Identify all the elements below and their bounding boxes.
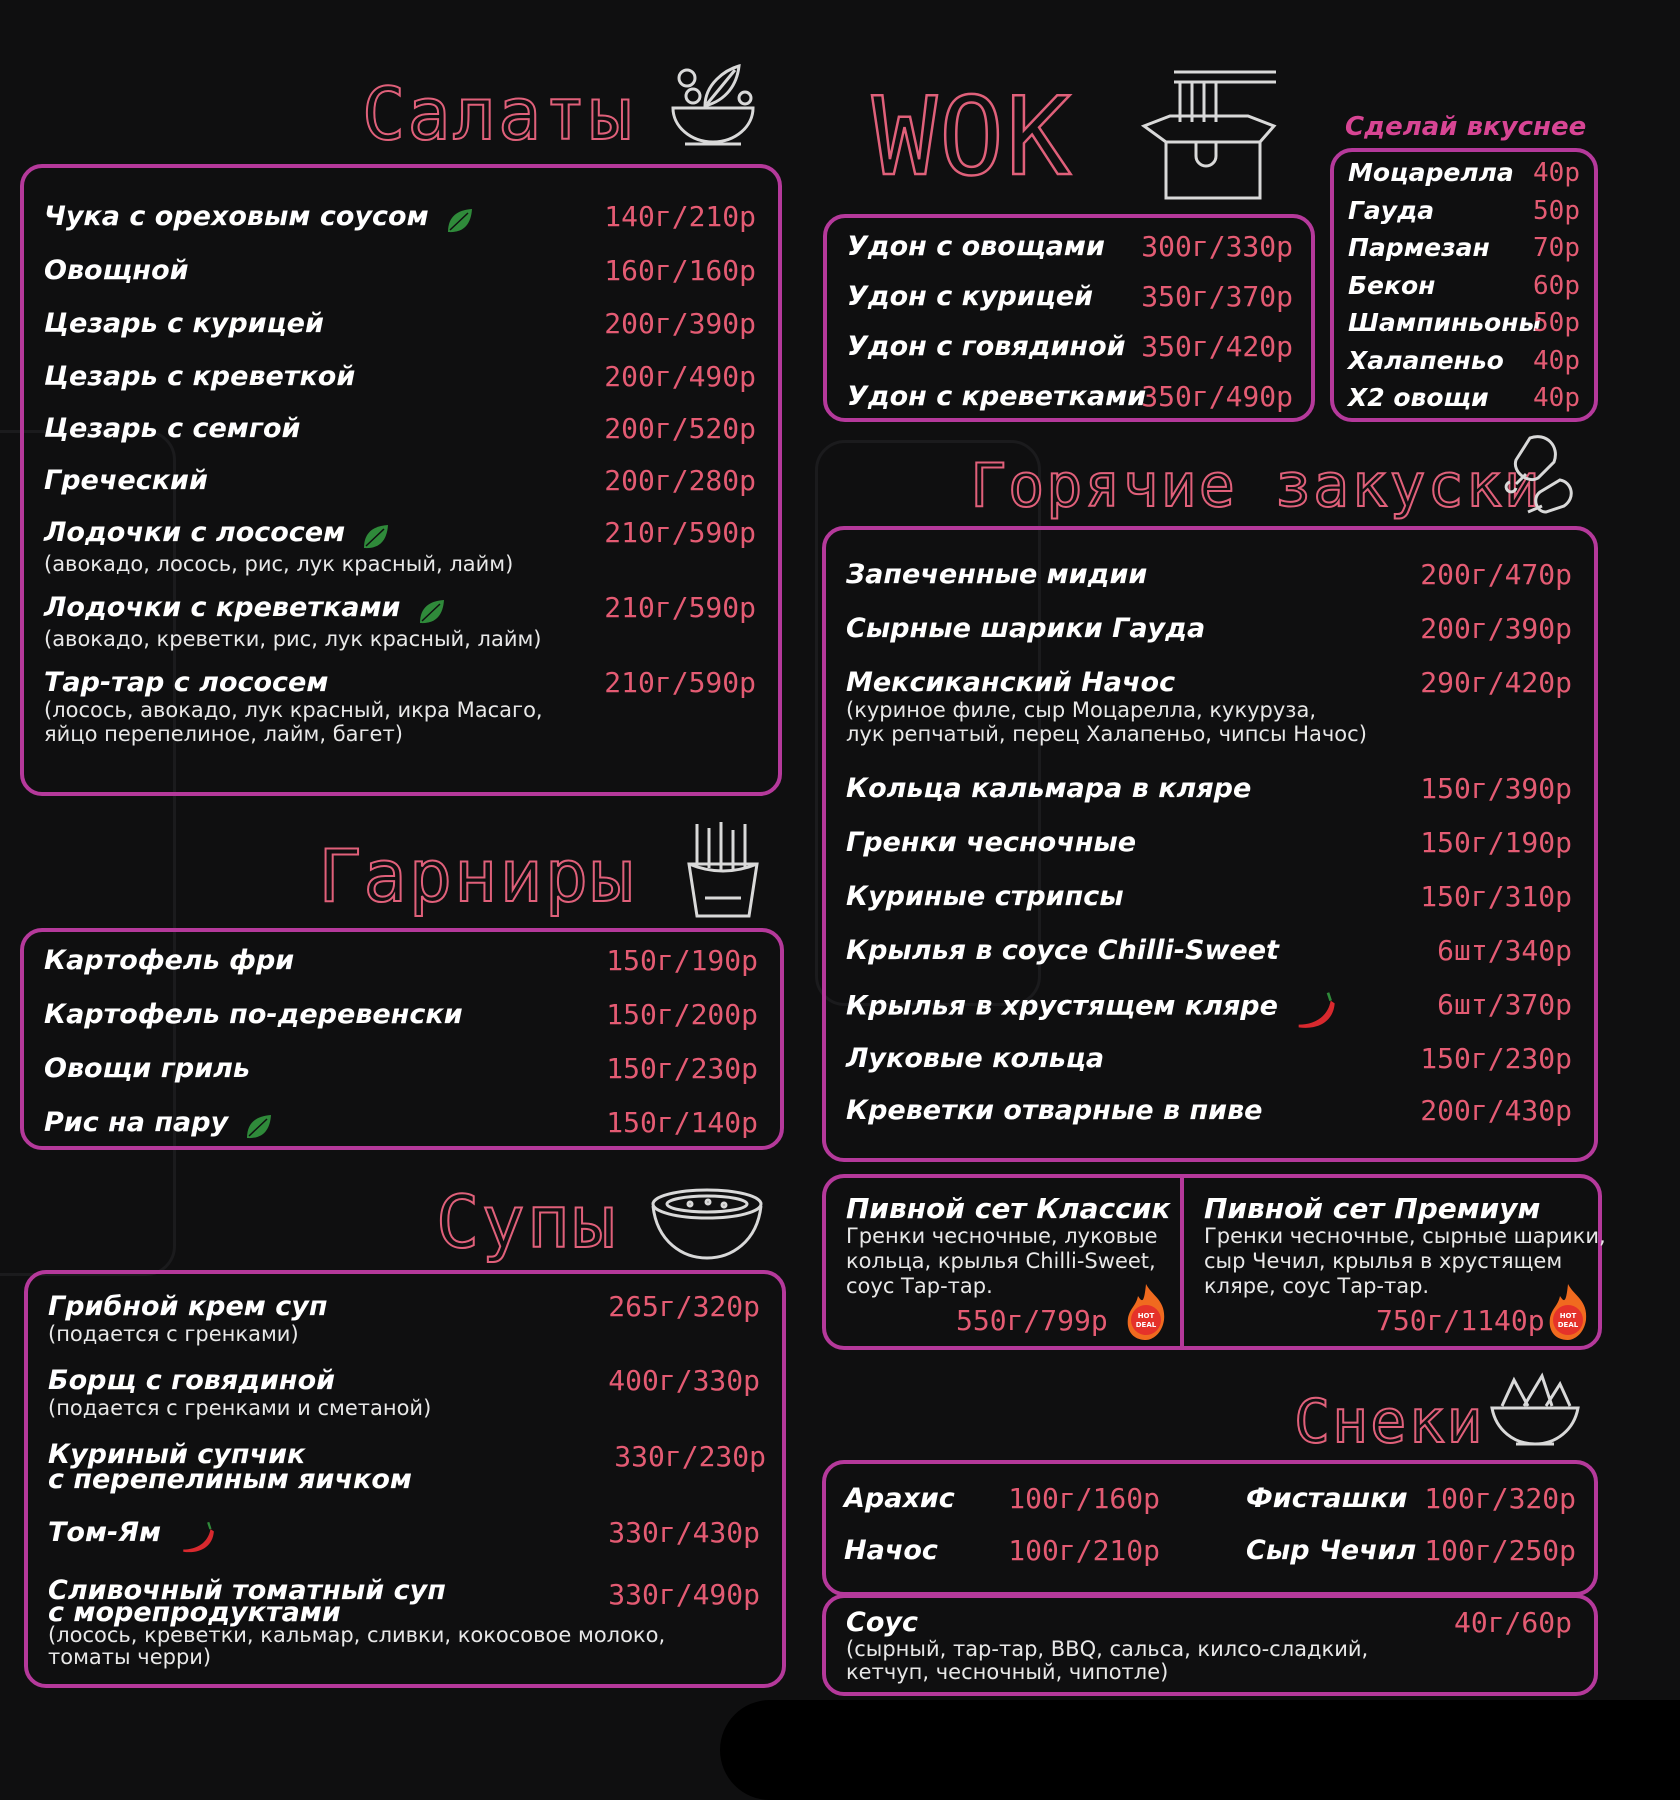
menu-item (846, 1608, 1572, 1684)
svg-text:HOT: HOT (1137, 1312, 1155, 1320)
item-price: 140г/210р (604, 200, 756, 233)
item-price: 150г/190р (1420, 826, 1572, 859)
item-name: Удон с креветками (847, 381, 1147, 412)
menu-item (846, 668, 1572, 746)
addons-box (1330, 148, 1598, 422)
addon-name: X2 овощи (1348, 383, 1489, 412)
addon-price: 40р (1533, 383, 1580, 413)
item-price: 200г/430р (1420, 1094, 1572, 1127)
menu-item (1246, 1536, 1576, 1568)
chili-pepper-icon (176, 1520, 220, 1554)
item-description: (подается с гренками) (48, 1322, 299, 1346)
item-name: Сыр Чечил (1246, 1535, 1417, 1566)
redaction-scribble (720, 1700, 1680, 1800)
item-name: Запеченные мидии (846, 559, 1148, 590)
addon-name: Халапеньо (1348, 346, 1504, 375)
vegan-leaf-icon (243, 1112, 273, 1142)
item-price: 150г/190р (606, 944, 758, 977)
wok-box (823, 214, 1315, 422)
item-price: 300г/330р (1141, 230, 1293, 263)
vegan-leaf-icon (360, 522, 390, 552)
item-name: Борщ с говядиной (48, 1365, 336, 1396)
item-price: 200г/490р (604, 360, 756, 393)
item-description: томаты черри) (48, 1645, 212, 1669)
soup-bowl-icon (650, 1182, 764, 1262)
hot-snacks-box (822, 526, 1598, 1162)
item-name: Кольца кальмара в кляре (846, 773, 1252, 804)
set-name: Пивной сет Классик (846, 1192, 1171, 1225)
menu-item (846, 614, 1572, 644)
menu-item (44, 518, 756, 576)
item-description: (подается с гренками и сметаной) (48, 1396, 432, 1420)
item-price: 200г/280р (604, 464, 756, 497)
item-price: 265г/320р (608, 1290, 760, 1323)
svg-text:DEAL: DEAL (1557, 1321, 1579, 1329)
garnish-box (20, 928, 784, 1150)
item-name: Греческий (44, 465, 208, 496)
item-name: Картофель по-деревенски (44, 999, 463, 1030)
item-price: 150г/140р (606, 1106, 758, 1139)
set-description: соус Тар-тар. (846, 1274, 993, 1298)
item-name: Сырные шарики Гауда (846, 613, 1206, 644)
item-name: Грибной крем суп (48, 1291, 328, 1322)
addon-name: Пармезан (1348, 233, 1490, 262)
menu-item (44, 362, 756, 392)
set-description: Гренки чесночные, луковые (846, 1224, 1158, 1248)
menu-item (846, 774, 1572, 804)
beer-set (1204, 1192, 1606, 1299)
vegan-leaf-icon (444, 206, 474, 236)
menu-item (846, 882, 1572, 912)
menu-item (44, 309, 756, 339)
chicken-leg-icon (1490, 430, 1580, 520)
hot-deal-badge-icon (1122, 1282, 1170, 1342)
item-price: 40г/60р (1453, 1606, 1572, 1639)
addon-item (1348, 233, 1580, 269)
item-name: Луковые кольца (846, 1043, 1105, 1074)
item-price: 6шт/340р (1437, 934, 1572, 967)
item-name: Мексиканский Начос (846, 667, 1176, 698)
addon-price: 50р (1533, 196, 1580, 226)
hot-deal-badge-icon (1544, 1282, 1592, 1342)
beer-set-premium-box (1180, 1174, 1606, 1350)
fries-icon (683, 820, 763, 920)
salads-box (20, 164, 782, 796)
menu-item (847, 280, 1293, 313)
item-price: 150г/390р (1420, 772, 1572, 805)
menu-item (844, 1536, 1174, 1568)
menu-item (847, 230, 1293, 263)
garnish-title: Гарниры (318, 834, 636, 918)
set-description: Гренки чесночные, сырные шарики, (1204, 1224, 1606, 1248)
item-price: 200г/520р (604, 412, 756, 445)
set-price: 750г/1140р (1376, 1304, 1545, 1337)
item-name: Лодочки с лососем (44, 517, 346, 548)
item-description: (авокадо, лосось, рис, лук красный, лайм) (44, 551, 514, 576)
item-name: Чука с ореховым соусом (44, 201, 429, 232)
menu-item (44, 256, 756, 286)
menu-item (48, 1518, 760, 1554)
item-price: 100г/160р (1008, 1482, 1160, 1515)
addons-title: Сделай вкуснее (1345, 112, 1587, 142)
vegan-leaf-icon (416, 597, 446, 627)
item-price: 150г/230р (1420, 1042, 1572, 1075)
menu-item (44, 593, 756, 651)
item-price: 400г/330р (608, 1364, 760, 1397)
item-price: 150г/200р (606, 998, 758, 1031)
item-name: Тар-тар с лососем (44, 667, 329, 698)
svg-text:DEAL: DEAL (1135, 1321, 1157, 1329)
item-price: 350г/370р (1141, 280, 1293, 313)
addon-name: Гауда (1348, 196, 1435, 225)
snacks-title: Снеки (1294, 1387, 1485, 1457)
item-price: 210г/590р (604, 516, 756, 549)
item-name: Удон с овощами (847, 231, 1105, 262)
item-name: Креветки отварные в пиве (846, 1095, 1263, 1126)
item-name: Лодочки с креветками (44, 592, 401, 623)
snacks-box (822, 1460, 1598, 1596)
set-description: сыр Чечил, крылья в хрустящем (1204, 1249, 1563, 1273)
hot-snacks-title: Горячие закуски (970, 451, 1542, 521)
menu-item (846, 936, 1572, 966)
addon-price: 40р (1533, 346, 1580, 376)
item-price: 150г/230р (606, 1052, 758, 1085)
item-name: Арахис (844, 1483, 955, 1514)
item-price: 290г/420р (1420, 666, 1572, 699)
item-name: Фисташки (1246, 1483, 1408, 1514)
set-name: Пивной сет Премиум (1204, 1192, 1541, 1225)
menu-item (44, 946, 758, 976)
noodle-box-icon (1140, 66, 1278, 202)
sauce-box (822, 1594, 1598, 1696)
item-name: Рис на пару (44, 1107, 229, 1138)
salad-bowl-icon (665, 56, 760, 151)
item-name: Куриный супчик (48, 1439, 306, 1470)
addon-price: 60р (1533, 271, 1580, 301)
addon-price: 50р (1533, 308, 1580, 338)
item-price: 330г/230р (614, 1440, 766, 1473)
item-name: Сливочный томатный суп (48, 1575, 446, 1606)
item-description: (лосось, авокадо, лук красный, икра Масаго, (44, 698, 543, 722)
menu-item (846, 1044, 1572, 1074)
menu-item (847, 380, 1293, 413)
addon-name: Шампиньоны (1348, 308, 1542, 337)
addon-price: 40р (1533, 158, 1580, 188)
item-price: 6шт/370р (1437, 988, 1572, 1021)
item-name: Том-Ям (48, 1517, 162, 1548)
menu-item (844, 1484, 1174, 1516)
beer-set-classic-box (822, 1174, 1184, 1350)
menu-item (44, 1108, 758, 1142)
item-name: с морепродуктами (48, 1597, 341, 1628)
item-price: 200г/470р (1420, 558, 1572, 591)
menu-item (44, 1000, 758, 1030)
item-name: Овощи гриль (44, 1053, 250, 1084)
addon-item (1348, 271, 1580, 307)
item-price: 100г/320р (1424, 1482, 1576, 1515)
item-price: 350г/420р (1141, 330, 1293, 363)
menu-item (48, 1575, 760, 1669)
menu-item (846, 990, 1572, 1030)
set-description: кольца, крылья Chilli-Sweet, (846, 1249, 1156, 1273)
item-name: Соус (846, 1607, 918, 1638)
menu-item (48, 1292, 760, 1346)
item-price: 200г/390р (1420, 612, 1572, 645)
menu-item (846, 1096, 1572, 1126)
item-description: (сырный, тар-тар, BBQ, сальса, килсо-сладкий, (846, 1637, 1369, 1661)
item-name: Начос (844, 1535, 938, 1566)
item-description: (куриное филе, сыр Моцарелла, кукуруза, (846, 698, 1317, 722)
item-name: Картофель фри (44, 945, 295, 976)
addon-name: Моцарелла (1348, 158, 1514, 187)
item-description: яйцо перепелиное, лайм, багет) (44, 722, 403, 746)
menu-item (846, 828, 1572, 858)
menu-item (44, 414, 756, 444)
item-name: Цезарь с креветкой (44, 361, 356, 392)
item-price: 210г/590р (604, 666, 756, 699)
item-name: Овощной (44, 255, 189, 286)
soups-title: Супы (436, 1180, 618, 1264)
item-description: (лосось, креветки, кальмар, сливки, кокосовое молоко, (48, 1623, 666, 1647)
item-name: Крылья в соусе Chilli-Sweet (846, 935, 1279, 966)
item-name: Крылья в хрустящем кляре (846, 990, 1278, 1022)
item-price: 150г/310р (1420, 880, 1572, 913)
item-name: Куриные стрипсы (846, 881, 1124, 912)
item-price: 210г/590р (604, 591, 756, 624)
set-description: кляре, соус Тар-тар. (1204, 1274, 1430, 1298)
item-name: Гренки чесночные (846, 827, 1137, 858)
salads-title: Салаты (362, 72, 635, 156)
menu-item (44, 466, 756, 496)
wok-title: WOK (872, 75, 1074, 200)
item-price: 160г/160р (604, 254, 756, 287)
menu-item (44, 668, 756, 746)
addon-item (1348, 383, 1580, 419)
item-price: 350г/490р (1141, 380, 1293, 413)
item-price: 330г/430р (608, 1516, 760, 1549)
item-description: (авокадо, креветки, рис, лук красный, лайм) (44, 626, 542, 651)
item-price: 100г/210р (1008, 1534, 1160, 1567)
item-description: лук репчатый, перец Халапеньо, чипсы Начос) (846, 722, 1367, 746)
menu-item (44, 1054, 758, 1084)
item-name: с перепелиным яичком (48, 1464, 412, 1495)
set-price: 550г/799р (956, 1304, 1108, 1337)
item-name: Удон с курицей (847, 281, 1094, 312)
addon-item (1348, 158, 1580, 194)
menu-item (847, 330, 1293, 363)
addon-item (1348, 346, 1580, 382)
snack-bowl-icon (1488, 1372, 1582, 1448)
item-name: Удон с говядиной (847, 331, 1126, 362)
addon-name: Бекон (1348, 271, 1436, 300)
menu-item (846, 560, 1572, 590)
svg-text:HOT: HOT (1559, 1312, 1577, 1320)
menu-item (44, 202, 756, 236)
menu-item (48, 1439, 766, 1495)
addon-item (1348, 308, 1580, 344)
chili-pepper-icon (1293, 990, 1339, 1030)
menu-item (1246, 1484, 1576, 1516)
item-name: Цезарь с семгой (44, 413, 301, 444)
addon-price: 70р (1533, 233, 1580, 263)
item-description: кетчуп, чесночный, чипотле) (846, 1660, 1169, 1684)
item-name: Цезарь с курицей (44, 308, 324, 339)
item-price: 200г/390р (604, 307, 756, 340)
item-price: 100г/250р (1424, 1534, 1576, 1567)
menu-item (48, 1366, 760, 1420)
item-price: 330г/490р (608, 1578, 760, 1611)
soups-box (24, 1270, 786, 1688)
addon-item (1348, 196, 1580, 232)
